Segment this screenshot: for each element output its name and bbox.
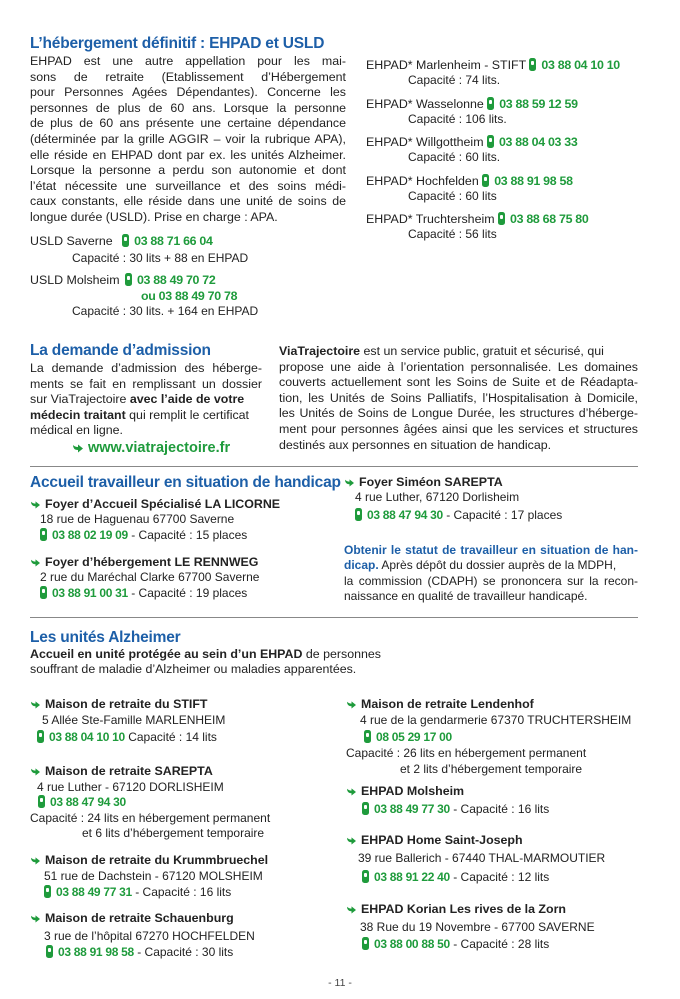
heading-travailleur: Accueil travailleur en situation de handicap	[30, 474, 341, 491]
divider	[30, 466, 638, 467]
text-line: propose une aide à l’orientation personnalisée. Les domaines	[279, 359, 638, 374]
phone-icon	[122, 234, 129, 247]
usld-molsheim-name: USLD Molsheim	[30, 273, 120, 287]
alzheimer-intro-l1	[30, 647, 381, 662]
phone-icon	[362, 870, 369, 883]
phone-icon	[487, 135, 494, 148]
alz-lendenhof-name-row	[346, 697, 534, 712]
list-item	[366, 97, 620, 136]
alz-schauenburg-address: 3 rue de l’hôpital 67270 HOCHFELDEN	[44, 929, 255, 943]
ehpad-capacity: Capacité : 60 lits.	[408, 150, 501, 164]
text-line: Lorsque la personne a perdu son autonomie et dont	[30, 163, 346, 178]
text-span: Après dépôt du dossier auprès de la MDPH,	[378, 558, 617, 573]
text-line: longue durée (USLD). Prise en charge : APA.	[30, 209, 278, 224]
phone-icon	[482, 174, 489, 187]
licorne-phone[interactable]: 03 88 02 19 09	[52, 528, 128, 542]
usld-molsheim-capacity: Capacité : 30 lits. + 164 en EHPAD	[72, 304, 259, 318]
phone-icon	[37, 730, 44, 743]
rennweg-name: Foyer d’hébergement LE RENNWEG	[45, 555, 259, 569]
text-bold: médecin traitant	[30, 407, 126, 422]
sarepta-foyer-capacity: - Capacité : 17 places	[442, 508, 563, 522]
text-line	[30, 392, 262, 408]
phone-icon	[529, 58, 536, 71]
alz-krumm-name: Maison de retraite du Krummbruechel	[45, 853, 269, 867]
sarepta-foyer-name: Foyer Siméon SAREPTA	[359, 475, 503, 489]
alz-krumm-capacity: - Capacité : 16 lits	[131, 885, 232, 899]
alz-sarepta-capacity-2: et 6 lits d’hébergement temporaire	[82, 826, 265, 840]
phone-icon	[40, 586, 47, 599]
text-bold: Accueil en unité protégée au sein d’un EHPAD	[30, 647, 303, 661]
alz-stjoseph-name: EHPAD Home Saint-Joseph	[361, 833, 523, 847]
usld-saverne-capacity: Capacité : 30 lits + 88 en EHPAD	[72, 251, 249, 265]
ehpad-capacity: Capacité : 56 lits	[408, 227, 497, 241]
list-item	[366, 58, 620, 97]
usld-molsheim-phone-alt[interactable]: ou 03 88 49 70 78	[141, 289, 238, 303]
alz-sarepta-address: 4 rue Luther - 67120 DORLISHEIM	[37, 780, 224, 794]
hebergement-paragraph	[30, 54, 346, 226]
arrow-icon	[30, 764, 41, 779]
page-number: - 11 -	[328, 977, 352, 989]
sarepta-foyer-phone[interactable]: 03 88 47 94 30	[367, 508, 443, 522]
alz-stift-address: 5 Allée Ste-Famille MARLENHEIM	[42, 713, 226, 727]
ehpad-capacity: Capacité : 60 lits	[408, 188, 497, 203]
alz-stift-phone[interactable]: 03 88 04 10 10	[49, 730, 125, 744]
rennweg-address: 2 rue du Maréchal Clarke 67700 Saverne	[40, 570, 260, 584]
alz-molsheim-contact	[362, 802, 549, 817]
heading-hebergement: L’hébergement définitif : EHPAD et USLD	[30, 35, 325, 52]
text-line: ment pour personnes âgées ainsi que les services et structures	[279, 421, 638, 436]
divider	[30, 617, 638, 618]
text-line: La demande d’admission des héberge-	[30, 361, 262, 375]
phone-icon	[362, 937, 369, 950]
website-link[interactable]: www.viatrajectoire.fr	[88, 440, 231, 456]
text-line: personnes de plus de 60 ans. Lorsque la personne	[30, 100, 346, 115]
alz-korian-capacity: - Capacité : 28 lits	[449, 937, 550, 951]
arrow-icon	[346, 697, 357, 712]
alz-krumm-contact	[44, 885, 231, 900]
alz-molsheim-name-row	[346, 784, 464, 799]
admission-paragraph	[30, 361, 262, 439]
text-line: (déterminée par la grille AGGIR – voir la rubrique APA),	[30, 131, 346, 146]
alz-sarepta-name-row	[30, 764, 213, 779]
heading-admission: La demande d’admission	[30, 342, 211, 359]
ehpad-phone[interactable]: 03 88 04 03 33	[498, 135, 578, 149]
website-link-row	[72, 440, 230, 456]
alz-korian-contact	[362, 937, 549, 952]
alz-stjoseph-phone[interactable]: 03 88 91 22 40	[374, 870, 450, 884]
phone-icon	[40, 528, 47, 541]
alz-molsheim-capacity: - Capacité : 16 lits	[449, 802, 550, 816]
alz-stift-name-row	[30, 697, 207, 712]
ehpad-phone[interactable]: 03 88 04 10 10	[541, 58, 620, 72]
alz-korian-address: 38 Rue du 19 Novembre - 67700 SAVERNE	[360, 920, 595, 934]
phone-icon	[498, 212, 505, 225]
sarepta-foyer-address: 4 rue Luther, 67120 Dorlisheim	[355, 490, 520, 504]
text-span: est un service public, gratuit et sécurisé, qui	[360, 344, 604, 358]
alz-sarepta-contact	[38, 795, 126, 810]
alz-stift-capacity: Capacité : 14 lits	[124, 730, 217, 744]
text-line: la commission (CDAPH) se prononcera sur la recon-	[344, 573, 638, 588]
usld-molsheim-phone[interactable]: 03 88 49 70 72	[136, 273, 216, 287]
list-item	[366, 212, 620, 251]
viatrajectoire-paragraph	[279, 344, 638, 453]
alz-lendenhof-capacity-1: Capacité : 26 lits en hébergement permanent	[346, 746, 587, 760]
rennweg-contact	[40, 586, 247, 601]
sarepta-foyer-name-row	[344, 475, 503, 490]
list-item	[366, 174, 620, 213]
alz-krumm-name-row	[30, 853, 268, 868]
alz-krumm-phone[interactable]: 03 88 49 77 31	[56, 885, 132, 899]
ehpad-name: EHPAD* Willgottheim	[366, 135, 484, 149]
ehpad-list	[366, 58, 620, 251]
alz-schauenburg-name-row	[30, 911, 234, 926]
text-span: qui remplit le certificat	[125, 407, 249, 422]
alz-stjoseph-contact	[362, 870, 549, 885]
phone-icon	[487, 97, 494, 110]
sarepta-foyer-contact	[355, 508, 562, 523]
licorne-name: Foyer d’Accueil Spécialisé LA LICORNE	[45, 497, 281, 511]
text-bold: ViaTrajectoire	[279, 344, 361, 358]
arrow-icon	[30, 697, 41, 712]
alz-molsheim-phone[interactable]: 03 88 49 77 30	[374, 802, 450, 816]
alz-lendenhof-phone[interactable]: 08 05 29 17 00	[376, 730, 452, 744]
alz-korian-name-row	[346, 902, 566, 917]
phone-icon	[364, 730, 371, 743]
alz-sarepta-name: Maison de retraite SAREPTA	[45, 764, 213, 778]
ehpad-name: EHPAD* Hochfelden	[366, 173, 479, 188]
ehpad-phone[interactable]: 03 88 59 12 59	[499, 96, 578, 111]
text-line	[30, 408, 262, 424]
ehpad-name: EHPAD* Truchtersheim	[366, 212, 495, 226]
phone-icon	[355, 508, 362, 521]
text-line	[279, 344, 638, 360]
usld-molsheim	[30, 273, 215, 288]
rennweg-phone[interactable]: 03 88 91 00 31	[52, 586, 128, 600]
alz-lendenhof-address: 4 rue de la gendarmerie 67370 TRUCHTERSHEIM	[360, 713, 632, 727]
alz-lendenhof-capacity-2: et 2 lits d’hébergement temporaire	[400, 762, 583, 776]
alz-schauenburg-contact	[46, 945, 233, 960]
arrow-icon	[30, 497, 41, 512]
text-line: naissance en qualité de travailleur handicapé.	[344, 588, 588, 603]
usld-saverne	[30, 234, 213, 249]
phone-icon	[125, 273, 132, 286]
ehpad-capacity: Capacité : 74 lits.	[408, 73, 501, 87]
ehpad-capacity: Capacité : 106 lits.	[408, 111, 507, 126]
text-line: l’état nécessite une surveillance et des soins médi-	[30, 178, 346, 193]
text-bold: avec l’aide de votre	[129, 392, 245, 407]
alz-schauenburg-phone[interactable]: 03 88 91 98 58	[58, 945, 134, 959]
phone-icon	[44, 885, 51, 898]
ehpad-phone[interactable]: 03 88 91 98 58	[494, 173, 573, 188]
statut-paragraph	[344, 543, 638, 604]
arrow-icon	[346, 902, 357, 917]
text-line: médical en ligne.	[30, 423, 123, 438]
alz-krumm-address: 51 rue de Dachstein - 67120 MOLSHEIM	[44, 869, 263, 883]
licorne-name-row	[30, 497, 280, 512]
alz-lendenhof-name: Maison de retraite Lendenhof	[361, 697, 534, 711]
alz-sarepta-capacity-1: Capacité : 24 lits en hébergement permanent	[30, 811, 271, 825]
alz-stjoseph-address: 39 rue Ballerich - 67440 THAL-MARMOUTIER	[358, 851, 606, 865]
alz-molsheim-name: EHPAD Molsheim	[361, 784, 465, 798]
alz-korian-name: EHPAD Korian Les rives de la Zorn	[361, 902, 566, 916]
ehpad-name: EHPAD* Marlenheim - STIFT	[366, 58, 526, 72]
arrow-icon	[30, 555, 41, 570]
alz-lendenhof-contact	[364, 730, 452, 745]
phone-icon	[362, 802, 369, 815]
text-line: tion, les Unités de Soins Palliatifs, l’Hospitalisation à Domicile,	[279, 390, 638, 405]
arrow-icon	[30, 853, 41, 868]
ehpad-name: EHPAD* Wasselonne	[366, 96, 484, 111]
licorne-contact	[40, 528, 247, 543]
arrow-icon	[72, 440, 84, 456]
text-line: les Unités de Soins de Longue Durée, les structures d’héberge-	[279, 406, 638, 421]
alz-stjoseph-capacity: - Capacité : 12 lits	[449, 870, 550, 884]
usld-saverne-phone[interactable]: 03 88 71 66 04	[134, 234, 213, 248]
heading-alzheimer: Les unités Alzheimer	[30, 629, 181, 646]
text-line	[344, 558, 638, 573]
list-item	[366, 135, 620, 174]
text-line: EHPAD est une autre appellation pour les mai-	[30, 54, 346, 68]
usld-saverne-name: USLD Saverne	[30, 234, 113, 248]
phone-icon	[38, 795, 45, 808]
arrow-icon	[344, 475, 355, 490]
text-line: caux constants, elle réside dans une unité de soins de	[30, 194, 346, 209]
ehpad-phone[interactable]: 03 88 68 75 80	[510, 212, 589, 226]
rennweg-name-row	[30, 555, 258, 570]
text-line: elle réside en EHPAD dont par ex. les unités Alzheimer.	[30, 147, 346, 162]
alz-korian-phone[interactable]: 03 88 00 88 50	[374, 937, 450, 951]
text-line: couverts actuellement sont les Soins de Suite et de Réadapta-	[279, 375, 638, 390]
alz-sarepta-phone[interactable]: 03 88 47 94 30	[50, 795, 126, 809]
licorne-capacity: - Capacité : 15 places	[127, 528, 248, 542]
rennweg-capacity: - Capacité : 19 places	[127, 586, 248, 600]
text-line: pour Personnes Agées Dépendantes). Concerne les	[30, 85, 346, 100]
text-line: de plus de 60 ans présente une certaine dépendance	[30, 116, 346, 131]
licorne-address: 18 rue de Haguenau 67700 Saverne	[40, 512, 235, 526]
alz-stift-contact	[37, 730, 217, 745]
text-bold: dicap.	[344, 558, 379, 573]
arrow-icon	[346, 784, 357, 799]
text-span: sur ViaTrajectoire	[30, 392, 130, 407]
text-line: sons de retraite (Etablissement d’Hébergement	[30, 69, 346, 84]
text-line: ments se fait en remplissant un dossier	[30, 376, 262, 391]
alz-stjoseph-name-row	[346, 833, 523, 848]
phone-icon	[46, 945, 53, 958]
alz-stift-name: Maison de retraite du STIFT	[45, 697, 208, 711]
text-span: de personnes	[302, 647, 381, 661]
alzheimer-intro-l2: souffrant de maladie d’Alzheimer ou maladies apparentées.	[30, 662, 357, 676]
text-line: destinés aux personnes en situation de handicap.	[279, 437, 552, 452]
arrow-icon	[346, 833, 357, 848]
text-line: Obtenir le statut de travailleur en situation de han-	[344, 543, 638, 557]
alz-schauenburg-name: Maison de retraite Schauenburg	[45, 911, 234, 925]
arrow-icon	[30, 911, 41, 926]
alz-schauenburg-capacity: - Capacité : 30 lits	[133, 945, 234, 959]
